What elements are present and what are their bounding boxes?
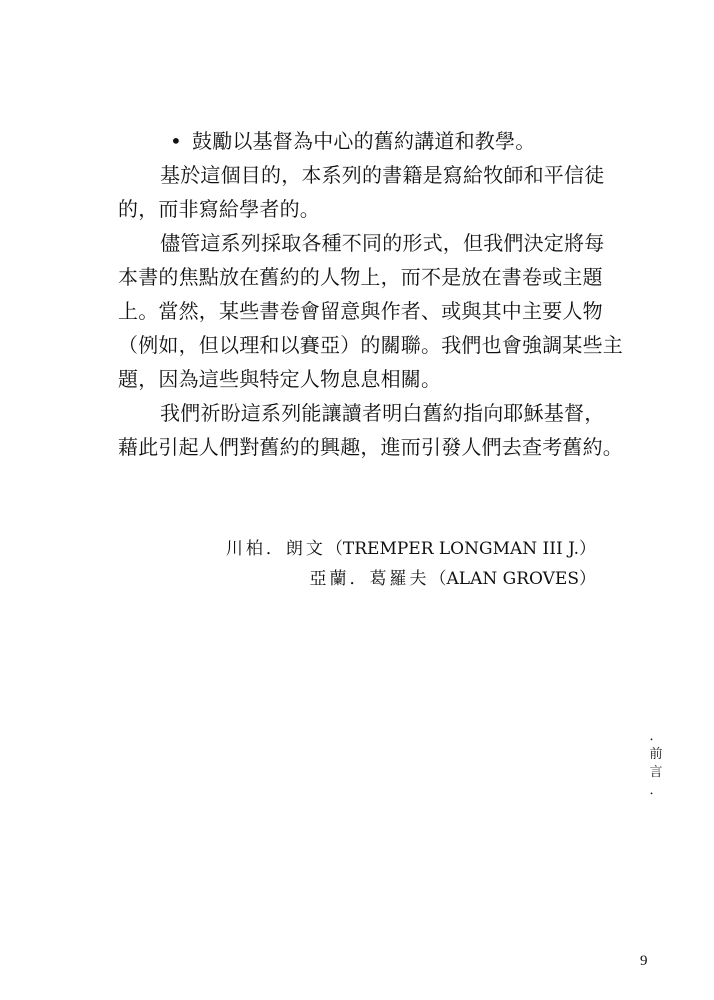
paragraph-1 xyxy=(118,158,605,226)
bullet-marker: • xyxy=(170,129,182,153)
author-name-chinese: 川柏．朗文 xyxy=(225,539,326,559)
paragraph-line: （例如，但以理和以賽亞）的關聯。我們也會強調某些主 xyxy=(118,333,623,357)
bullet-text: 鼓勵以基督為中心的舊約講道和教學。 xyxy=(192,129,536,153)
side-label-char: 言 xyxy=(649,765,663,780)
page-number: 9 xyxy=(640,953,648,969)
signature-block xyxy=(226,534,596,594)
bullet-item xyxy=(170,124,598,158)
section-side-label xyxy=(648,728,664,800)
signature-line xyxy=(226,534,596,564)
side-label-char: 前 xyxy=(649,747,663,762)
paragraph-line: 儘管這系列採取各種不同的形式，但我們決定將每 xyxy=(160,231,605,255)
paragraph-line: 本書的焦點放在舊約的人物上，而不是放在書卷或主題 xyxy=(118,265,603,289)
paragraph-line: 我們祈盼這系列能讓讀者明白舊約指向耶穌基督， xyxy=(160,401,605,425)
paragraph-line: 上。當然，某些書卷會留意與作者、或與其中主要人物 xyxy=(118,299,603,323)
signature-line xyxy=(226,564,596,594)
paragraph-3 xyxy=(118,396,623,464)
paragraph-line: 基於這個目的，本系列的書籍是寫給牧師和平信徒 xyxy=(160,163,605,187)
paragraph-line: 的，而非寫給學者的。 xyxy=(118,197,320,221)
author-name-chinese: 亞蘭．葛羅夫 xyxy=(309,569,430,589)
paragraph-2 xyxy=(118,226,623,396)
author-name-english: （ALAN GROVES） xyxy=(429,569,596,589)
author-name-english: （TREMPER LONGMAN III J.） xyxy=(325,539,596,559)
side-label-char: ． xyxy=(649,729,663,744)
paragraph-line: 藉此引起人們對舊約的興趣，進而引發人們去查考舊約。 xyxy=(118,435,623,459)
body-text xyxy=(118,124,623,464)
side-label-char: ． xyxy=(649,783,663,798)
paragraph-line: 題，因為這些與特定人物息息相關。 xyxy=(118,367,442,391)
